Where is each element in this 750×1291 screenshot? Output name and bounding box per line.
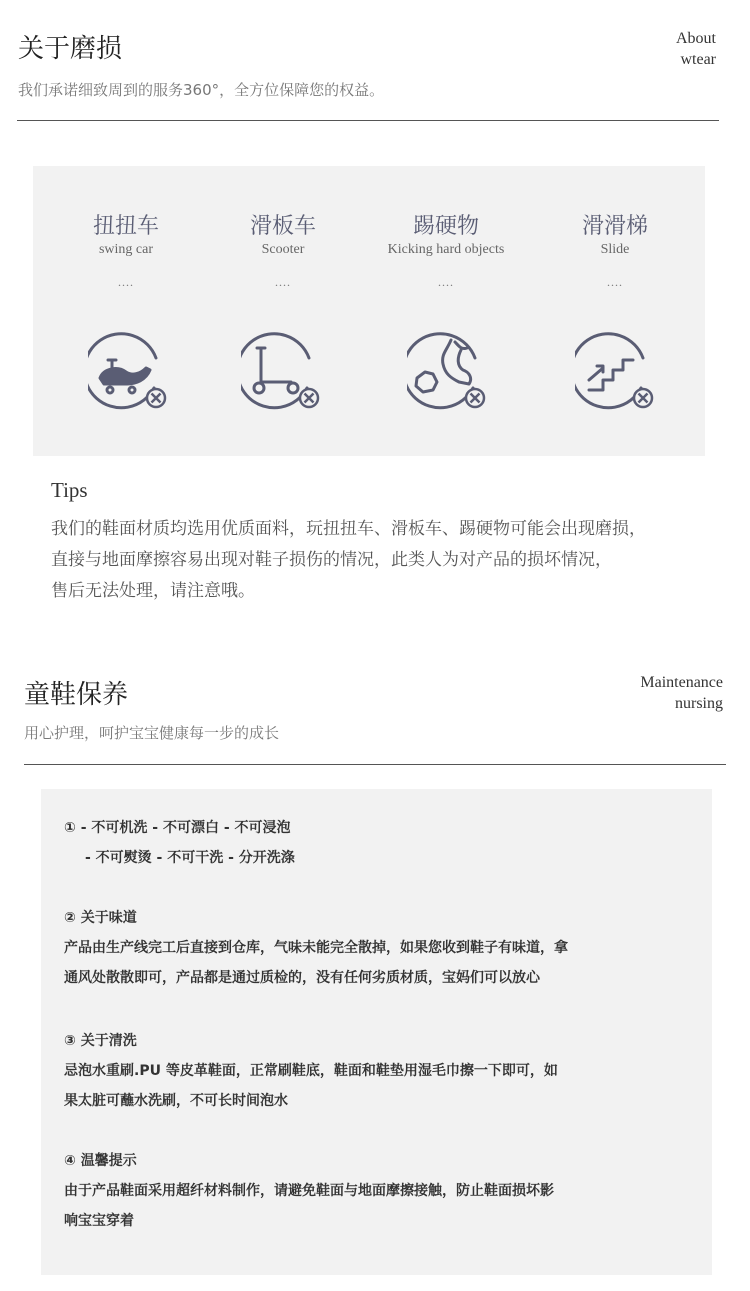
wear-en-line1: About	[676, 30, 716, 47]
kicking-icon	[407, 332, 487, 412]
wear-en-line2: wtear	[680, 51, 716, 68]
care-line: - 不可熨烫 - 不可干洗 - 分开洗涤	[85, 850, 295, 866]
scooter-icon	[241, 332, 321, 412]
care-line: 响宝宝穿着	[64, 1213, 134, 1229]
item-dots: ....	[607, 275, 623, 289]
care-divider	[24, 764, 726, 765]
slide-icon	[575, 332, 655, 412]
item-dots: ....	[438, 275, 454, 289]
tips-body	[51, 514, 646, 607]
tips-line: 我们的鞋面材质均选用优质面料，玩扭扭车、滑板车、踢硬物可能会出现磨损，	[51, 519, 646, 539]
care-line: 通风处散散即可，产品都是通过质检的，没有任何劣质材质，宝妈们可以放心	[64, 970, 540, 986]
swing-car-icon	[88, 332, 168, 412]
item-zh: 滑板车	[249, 214, 316, 239]
care-line: 忌泡水重刷.PU 等皮革鞋面，正常刷鞋底，鞋面和鞋垫用湿毛巾擦一下即可，如	[64, 1063, 558, 1079]
wear-panel	[33, 166, 705, 456]
care-heading: ④ 温馨提示	[64, 1153, 137, 1169]
item-zh: 扭扭车	[92, 214, 159, 239]
item-zh: 踢硬物	[412, 214, 479, 239]
wear-title: 关于磨损	[18, 34, 123, 64]
item-zh: 滑滑梯	[581, 214, 648, 239]
care-section-4	[64, 1146, 554, 1236]
care-line: 产品由生产线完工后直接到仓库，气味未能完全散掉，如果您收到鞋子有味道，拿	[64, 940, 568, 956]
tips-line: 售后无法处理，请注意哦。	[51, 581, 255, 601]
care-subtitle: 用心护理，呵护宝宝健康每一步的成长	[24, 724, 280, 742]
care-section-1	[64, 813, 295, 873]
care-section-2	[64, 903, 568, 993]
care-line: ① - 不可机洗 - 不可漂白 - 不可浸泡	[64, 820, 291, 836]
item-dots: ....	[275, 275, 291, 289]
care-panel	[41, 789, 712, 1275]
item-en: Scooter	[261, 242, 305, 257]
item-dots: ....	[118, 275, 134, 289]
care-line: 由于产品鞋面采用超纤材料制作，请避免鞋面与地面摩擦接触，防止鞋面损坏影	[64, 1183, 554, 1199]
care-title: 童鞋保养	[24, 680, 129, 710]
wear-item-swing-car	[51, 213, 201, 290]
care-en-heading	[640, 672, 723, 714]
care-en-line2: nursing	[675, 695, 723, 712]
tips-title: Tips	[51, 478, 88, 502]
wear-divider	[17, 120, 719, 121]
care-line: 果太脏可蘸水洗刷，不可长时间泡水	[64, 1093, 288, 1109]
item-en: Slide	[600, 242, 630, 257]
care-section-3	[64, 1026, 558, 1116]
care-heading: ② 关于味道	[64, 910, 137, 926]
wear-item-kicking	[357, 213, 535, 290]
tips-line: 直接与地面摩擦容易出现对鞋子损伤的情况，此类人为对产品的损坏情况，	[51, 550, 612, 570]
wear-item-slide	[540, 213, 690, 290]
item-en: Kicking hard objects	[387, 242, 505, 257]
wear-en-heading	[676, 28, 716, 70]
item-en: swing car	[98, 242, 154, 257]
wear-item-scooter	[208, 213, 358, 290]
care-en-line1: Maintenance	[640, 674, 723, 691]
wear-subtitle: 我们承诺细致周到的服务360°，全方位保障您的权益。	[18, 81, 385, 99]
care-heading: ③ 关于清洗	[64, 1033, 137, 1049]
